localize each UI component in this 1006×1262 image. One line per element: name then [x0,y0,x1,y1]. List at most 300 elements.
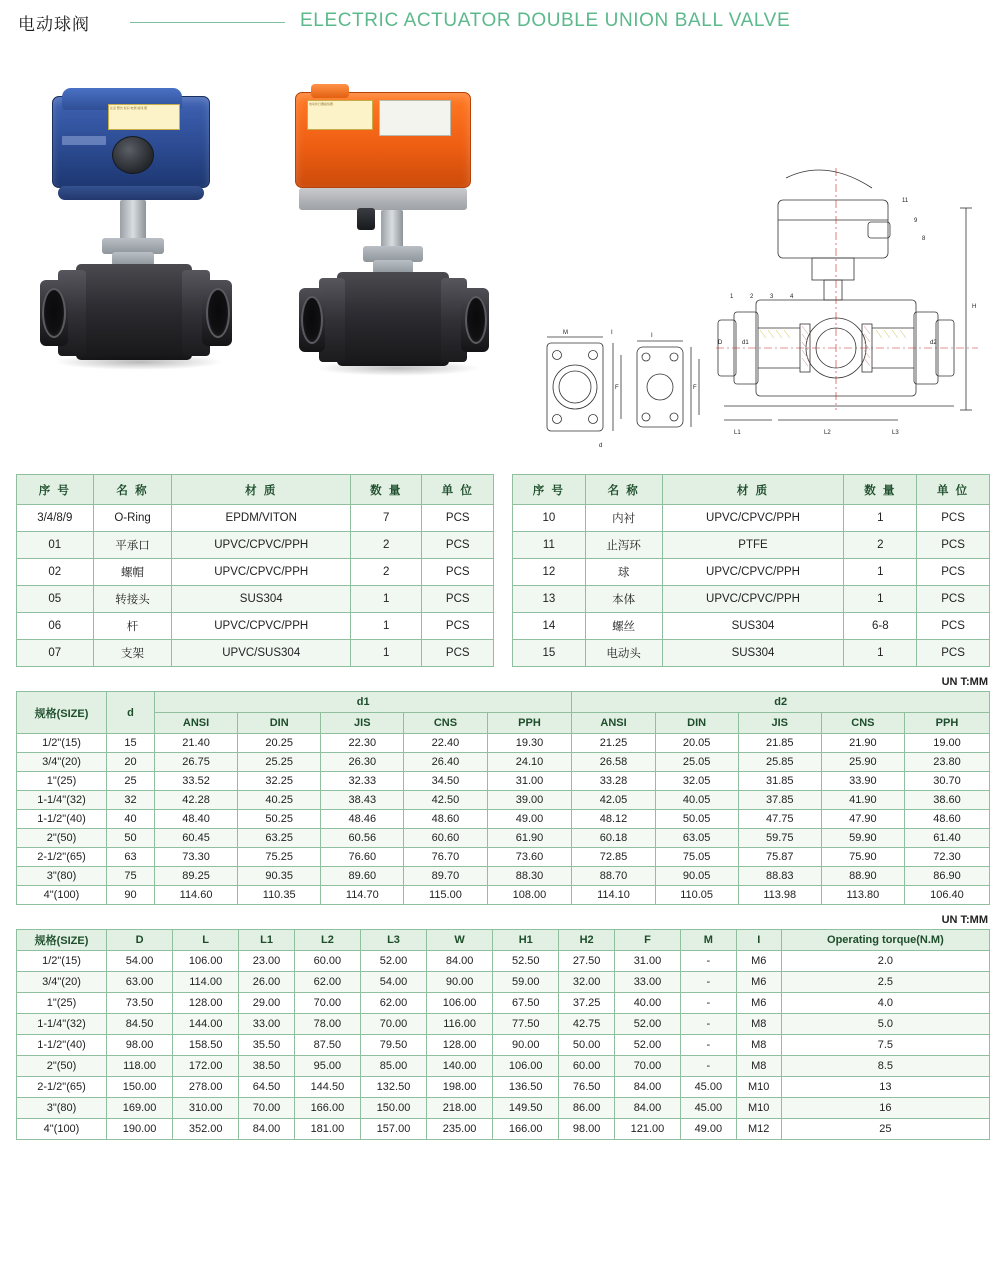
table-row [17,972,990,993]
col-header-material: 材 质 [172,475,351,505]
cell-value: 84.00 [239,1119,295,1140]
table-row [17,886,990,905]
cell-torque: 7.5 [781,1035,989,1056]
cell-value: 144.00 [173,1014,239,1035]
diameter-table-wrapper [0,691,1006,905]
cell-value: 88.90 [821,867,904,886]
svg-text:1: 1 [730,294,734,300]
cell-value: 76.70 [404,848,487,867]
cell-value: 90.35 [238,867,321,886]
cell-value: 29.00 [239,993,295,1014]
cell-name: 止泻环 [585,532,662,559]
cell-value: 62.00 [294,972,360,993]
cell-value: 45.00 [681,1077,737,1098]
table-row [17,586,494,613]
col-header-d1-jis: JIS [321,713,404,734]
col-header-d2-din: DIN [655,713,738,734]
cell-d: 40 [107,810,155,829]
cell-value: 19.00 [904,734,989,753]
cell-value: 21.90 [821,734,904,753]
cell-no: 15 [513,640,586,667]
cell-value: 32.05 [655,772,738,791]
cell-value: 48.46 [321,810,404,829]
cell-size: 3"(80) [17,1098,107,1119]
cell-size: 4"(100) [17,886,107,905]
cell-value: 144.50 [294,1077,360,1098]
cell-value: 21.40 [155,734,238,753]
table-row [17,559,494,586]
cell-value: 90.05 [655,867,738,886]
col-header-d2-ansi: ANSI [572,713,655,734]
cell-value: 110.05 [655,886,738,905]
cell-value: 114.10 [572,886,655,905]
cell-value: 190.00 [107,1119,173,1140]
cell-value: 37.25 [559,993,615,1014]
col-header-L: L [173,930,239,951]
cell-material: UPVC/CPVC/PPH [172,532,351,559]
cell-name: 本体 [585,586,662,613]
cell-value: 25.25 [238,753,321,772]
col-header-d1-pph: PPH [487,713,572,734]
cell-value: 21.85 [738,734,821,753]
cell-value: 59.75 [738,829,821,848]
cell-value: 60.00 [559,1056,615,1077]
cell-value: 52.00 [614,1014,680,1035]
col-header-W: W [427,930,493,951]
cell-value: 33.00 [239,1014,295,1035]
col-header-d: d [107,692,155,734]
cell-unit: PCS [422,559,494,586]
cell-value: M6 [736,993,781,1014]
cell-value: M6 [736,951,781,972]
cell-value: 114.00 [173,972,239,993]
cell-no: 3/4/8/9 [17,505,94,532]
cell-value: - [681,1035,737,1056]
cell-torque: 25 [781,1119,989,1140]
cell-d: 63 [107,848,155,867]
cell-qty: 1 [351,613,422,640]
cell-value: 50.25 [238,810,321,829]
cell-value: 19.30 [487,734,572,753]
cell-size: 1/2"(15) [17,734,107,753]
table-row [17,1098,990,1119]
cell-value: 78.00 [294,1014,360,1035]
cell-value: 89.60 [321,867,404,886]
table-row [17,1035,990,1056]
col-header-L3: L3 [360,930,426,951]
cell-value: 30.70 [904,772,989,791]
cell-value: 115.00 [404,886,487,905]
table-row [17,734,990,753]
cell-value: 26.40 [404,753,487,772]
cell-value: 166.00 [294,1098,360,1119]
table-row [17,505,494,532]
table-row [17,613,494,640]
cell-value: 84.00 [614,1098,680,1119]
cell-d: 20 [107,753,155,772]
cell-torque: 16 [781,1098,989,1119]
orange-actuator-valve-photo [285,78,505,438]
cell-d: 50 [107,829,155,848]
cell-value: 114.70 [321,886,404,905]
cell-value: 75.90 [821,848,904,867]
cell-value: 63.25 [238,829,321,848]
cell-value: 198.00 [427,1077,493,1098]
col-header-D: D [107,930,173,951]
cell-value: 158.50 [173,1035,239,1056]
cell-value: 48.40 [155,810,238,829]
cell-size: 3"(80) [17,867,107,886]
cell-torque: 5.0 [781,1014,989,1035]
cell-value: 60.60 [404,829,487,848]
cell-value: 169.00 [107,1098,173,1119]
cell-value: 26.00 [239,972,295,993]
col-header-material: 材 质 [662,475,844,505]
table-row [17,829,990,848]
cell-torque: 13 [781,1077,989,1098]
col-header-torque: Operating torque(N.M) [781,930,989,951]
svg-text:d2: d2 [930,340,937,346]
cell-torque: 8.5 [781,1056,989,1077]
cell-value: 128.00 [427,1035,493,1056]
cell-qty: 1 [844,559,917,586]
cell-value: 35.50 [239,1035,295,1056]
cell-value: 26.75 [155,753,238,772]
page-header [0,0,1006,44]
cell-unit: PCS [917,559,990,586]
cell-material: UPVC/SUS304 [172,640,351,667]
cell-d: 90 [107,886,155,905]
cell-material: PTFE [662,532,844,559]
cell-value: 140.00 [427,1056,493,1077]
svg-text:F: F [615,385,619,391]
col-header-no: 序 号 [17,475,94,505]
col-header-d1-ansi: ANSI [155,713,238,734]
unit-note-top: UN T:MM [941,676,988,688]
cell-value: 75.05 [655,848,738,867]
cell-value: 32.25 [238,772,321,791]
cell-value: - [681,1014,737,1035]
cell-value: 114.60 [155,886,238,905]
cell-value: 22.30 [321,734,404,753]
cell-no: 05 [17,586,94,613]
cell-value: 84.00 [614,1077,680,1098]
cell-value: 24.10 [487,753,572,772]
cell-value: 77.50 [493,1014,559,1035]
cell-value: 47.90 [821,810,904,829]
col-group-header-d2: d2 [572,692,990,713]
cell-value: 118.00 [107,1056,173,1077]
cell-size: 3/4"(20) [17,753,107,772]
cell-value: 23.80 [904,753,989,772]
col-header-qty: 数 量 [351,475,422,505]
cell-value: 40.05 [655,791,738,810]
cell-value: M10 [736,1098,781,1119]
cell-name: 螺丝 [585,613,662,640]
cell-unit: PCS [422,586,494,613]
cell-value: 60.18 [572,829,655,848]
cell-unit: PCS [917,505,990,532]
cell-value: 52.00 [360,951,426,972]
cell-value: 75.25 [238,848,321,867]
cell-size: 3/4"(20) [17,972,107,993]
table-row [17,1056,990,1077]
cell-value: 72.85 [572,848,655,867]
cell-value: 49.00 [487,810,572,829]
page-title-en: ELECTRIC ACTUATOR DOUBLE UNION BALL VALVE [300,10,791,31]
cell-value: 31.00 [614,951,680,972]
cell-value: 33.52 [155,772,238,791]
cell-unit: PCS [422,532,494,559]
cell-name: 电动头 [585,640,662,667]
cell-value: 33.90 [821,772,904,791]
cell-no: 14 [513,613,586,640]
cell-value: - [681,1056,737,1077]
parts-tables [0,474,1006,667]
table-header-row [17,475,494,505]
cell-value: 218.00 [427,1098,493,1119]
table-header-row [513,475,990,505]
cell-value: 89.70 [404,867,487,886]
cell-value: 25.90 [821,753,904,772]
diameter-table [16,691,990,905]
svg-text:2: 2 [750,294,754,300]
cell-unit: PCS [422,640,494,667]
cell-d: 32 [107,791,155,810]
cell-value: 106.00 [427,993,493,1014]
col-header-d1-cns: CNS [404,713,487,734]
col-header-H1: H1 [493,930,559,951]
cell-value: 352.00 [173,1119,239,1140]
cell-no: 01 [17,532,94,559]
cell-value: 128.00 [173,993,239,1014]
cell-value: 86.90 [904,867,989,886]
cell-size: 1"(25) [17,993,107,1014]
cell-value: 106.00 [173,951,239,972]
svg-text:4: 4 [790,294,794,300]
table-row [17,753,990,772]
cell-size: 2"(50) [17,829,107,848]
cell-value: 26.30 [321,753,404,772]
cell-value: 149.50 [493,1098,559,1119]
cell-name: 转接头 [93,586,172,613]
cell-torque: 2.0 [781,951,989,972]
cell-value: 136.50 [493,1077,559,1098]
cell-value: 108.00 [487,886,572,905]
cell-value: 98.00 [107,1035,173,1056]
cell-value: 25.05 [655,753,738,772]
cell-value: 48.12 [572,810,655,829]
orange-actuator-spec-sticker [379,100,451,136]
cell-value: 32.00 [559,972,615,993]
cell-unit: PCS [422,505,494,532]
cell-value: M12 [736,1119,781,1140]
table-row [17,791,990,810]
product-figures [0,48,1006,468]
cell-value: 70.00 [239,1098,295,1119]
cell-value: M6 [736,972,781,993]
svg-text:F: F [693,385,697,391]
cell-qty: 2 [844,532,917,559]
cell-value: 110.35 [238,886,321,905]
cell-material: SUS304 [172,586,351,613]
cell-value: - [681,951,737,972]
svg-text:D: D [718,340,723,346]
table-row [17,1077,990,1098]
cell-value: 60.56 [321,829,404,848]
cell-qty: 6-8 [844,613,917,640]
table-header-row [17,930,990,951]
cell-value: 63.05 [655,829,738,848]
cell-size: 2"(50) [17,1056,107,1077]
cell-value: 27.50 [559,951,615,972]
svg-text:11: 11 [902,198,909,204]
cell-value: 70.00 [294,993,360,1014]
cell-size: 2-1/2"(65) [17,1077,107,1098]
cell-material: UPVC/CPVC/PPH [172,613,351,640]
cell-value: 59.90 [821,829,904,848]
cell-no: 06 [17,613,94,640]
cell-value: 172.00 [173,1056,239,1077]
cell-value: 278.00 [173,1077,239,1098]
cell-torque: 2.5 [781,972,989,993]
cell-value: 60.45 [155,829,238,848]
cell-value: 52.50 [493,951,559,972]
cell-value: 235.00 [427,1119,493,1140]
cell-value: 113.98 [738,886,821,905]
cell-value: 42.28 [155,791,238,810]
cell-name: 杆 [93,613,172,640]
cell-value: 90.00 [427,972,493,993]
cell-value: 95.00 [294,1056,360,1077]
cell-value: 49.00 [681,1119,737,1140]
cell-value: 40.25 [238,791,321,810]
orange-actuator-wiring-sticker: 电动执行器接线图 [307,100,373,130]
cell-size: 1-1/4"(32) [17,791,107,810]
cell-size: 4"(100) [17,1119,107,1140]
table-header-row-group [17,692,990,713]
parts-table-right [512,474,990,667]
cell-value: 73.60 [487,848,572,867]
cell-value: 62.00 [360,993,426,1014]
col-header-name: 名 称 [93,475,172,505]
col-header-I: I [736,930,781,951]
dimension-table-wrapper [0,929,1006,1140]
svg-text:L2: L2 [824,430,831,436]
cell-value: - [681,993,737,1014]
cell-unit: PCS [917,613,990,640]
cell-size: 1-1/2"(40) [17,1035,107,1056]
cell-value: 37.85 [738,791,821,810]
cell-value: 85.00 [360,1056,426,1077]
cell-value: 47.75 [738,810,821,829]
cell-value: 42.05 [572,791,655,810]
cell-no: 12 [513,559,586,586]
cell-value: 106.40 [904,886,989,905]
table-row [513,586,990,613]
cell-value: 41.90 [821,791,904,810]
table-row [17,640,494,667]
table-row [17,848,990,867]
col-group-header-d1: d1 [155,692,572,713]
cell-value: 90.00 [493,1035,559,1056]
cell-value: 39.00 [487,791,572,810]
cell-value: 52.00 [614,1035,680,1056]
cell-value: M8 [736,1056,781,1077]
table-row [17,867,990,886]
flange-dimension-drawings [525,323,705,463]
cell-value: 59.00 [493,972,559,993]
cell-value: 42.50 [404,791,487,810]
cell-value: 86.00 [559,1098,615,1119]
svg-text:L1: L1 [734,430,741,436]
cell-value: 73.30 [155,848,238,867]
svg-text:H: H [972,304,977,310]
cell-value: 88.30 [487,867,572,886]
col-header-L2: L2 [294,930,360,951]
cell-value: 73.50 [107,993,173,1014]
svg-text:8: 8 [922,236,926,242]
cell-unit: PCS [422,613,494,640]
cell-size: 1/2"(15) [17,951,107,972]
svg-text:L3: L3 [892,430,899,436]
col-header-F: F [614,930,680,951]
cell-value: 23.00 [239,951,295,972]
cell-qty: 1 [844,505,917,532]
table-row [17,951,990,972]
cell-size: 1-1/4"(32) [17,1014,107,1035]
table-row [513,532,990,559]
col-header-unit: 单 位 [917,475,990,505]
cell-unit: PCS [917,640,990,667]
cell-value: 31.85 [738,772,821,791]
cell-value: 48.60 [904,810,989,829]
cell-material: SUS304 [662,613,844,640]
cell-material: UPVC/CPVC/PPH [662,505,844,532]
table-row [17,993,990,1014]
cell-name: 支架 [93,640,172,667]
cell-value: 121.00 [614,1119,680,1140]
cell-value: 64.50 [239,1077,295,1098]
col-header-name: 名 称 [585,475,662,505]
table-row [17,532,494,559]
cell-value: 32.33 [321,772,404,791]
col-header-size: 规格(SIZE) [17,692,107,734]
cell-value: M8 [736,1035,781,1056]
col-header-M: M [681,930,737,951]
cell-value: 26.58 [572,753,655,772]
cell-value: 87.50 [294,1035,360,1056]
col-header-H2: H2 [559,930,615,951]
cell-value: 310.00 [173,1098,239,1119]
cell-value: 76.60 [321,848,404,867]
cell-value: 38.43 [321,791,404,810]
table-row [513,559,990,586]
cell-value: 48.60 [404,810,487,829]
table-row [513,640,990,667]
table-row [17,810,990,829]
svg-text:I: I [651,333,653,339]
cell-value: 34.50 [404,772,487,791]
cell-value: 98.00 [559,1119,615,1140]
cell-value: 106.00 [493,1056,559,1077]
cell-value: 84.00 [427,951,493,972]
cell-material: EPDM/VITON [172,505,351,532]
cell-qty: 1 [844,586,917,613]
cell-name: 球 [585,559,662,586]
cell-name: 内衬 [585,505,662,532]
cell-value: 116.00 [427,1014,493,1035]
